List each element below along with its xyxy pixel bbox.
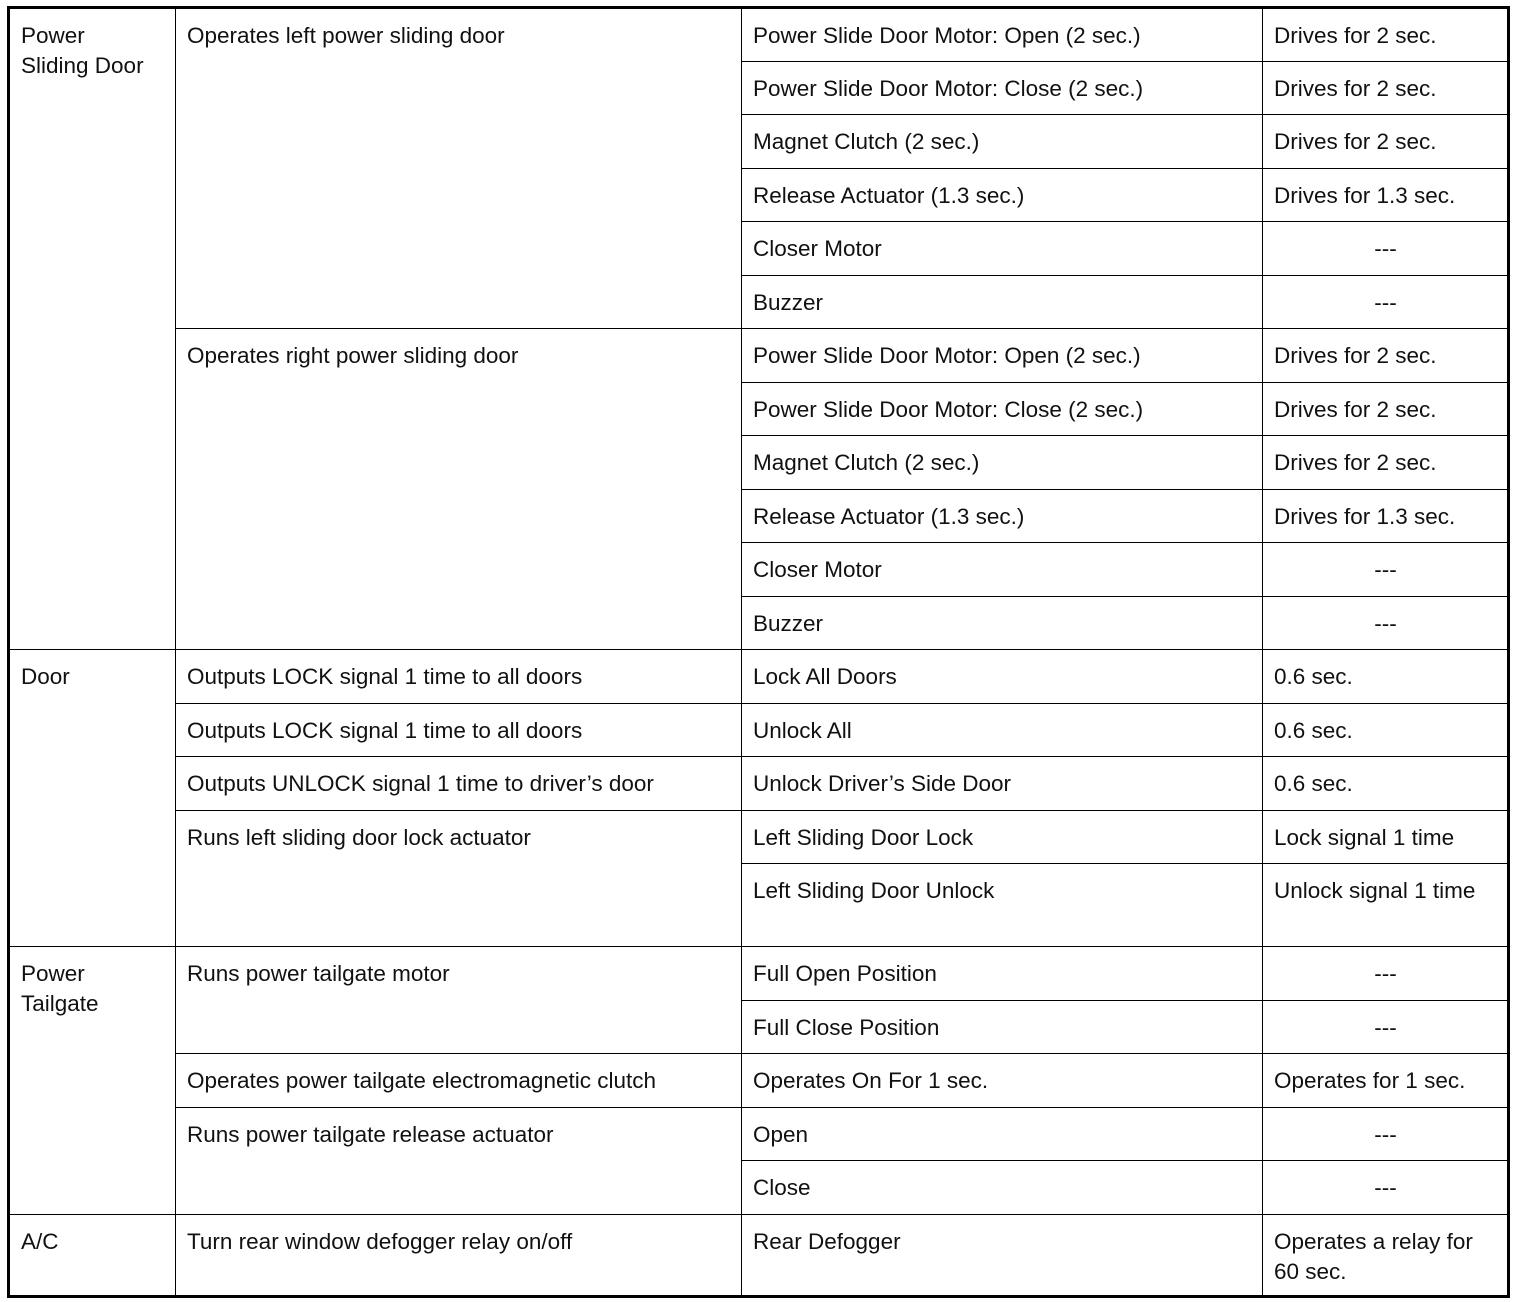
- function-unlock-driver: Outputs UNLOCK signal 1 time to driver’s door: [176, 757, 742, 811]
- test-value: Lock signal 1 time: [1263, 810, 1509, 864]
- test-value: ---: [1263, 1107, 1509, 1161]
- test-item: Left Sliding Door Unlock: [742, 864, 1263, 947]
- test-item: Closer Motor: [742, 543, 1263, 597]
- table-row: [9, 650, 1509, 704]
- test-item: Power Slide Door Motor: Close (2 sec.): [742, 61, 1263, 115]
- test-value: Drives for 2 sec.: [1263, 436, 1509, 490]
- group-door: Door: [9, 650, 176, 947]
- test-value: ---: [1263, 222, 1509, 276]
- table-row: [9, 757, 1509, 811]
- test-item: Full Close Position: [742, 1000, 1263, 1054]
- active-test-table: [7, 6, 1510, 1298]
- function-tailgate-release: Runs power tailgate release actuator: [176, 1107, 742, 1214]
- test-value: Drives for 1.3 sec.: [1263, 489, 1509, 543]
- test-value: ---: [1263, 947, 1509, 1001]
- test-item: Release Actuator (1.3 sec.): [742, 168, 1263, 222]
- test-value: ---: [1263, 596, 1509, 650]
- test-value: 0.6 sec.: [1263, 757, 1509, 811]
- function-defogger: Turn rear window defogger relay on/off: [176, 1214, 742, 1296]
- table-row: [9, 329, 1509, 383]
- function-left-sliding-lock: Runs left sliding door lock actuator: [176, 810, 742, 947]
- test-item: Buzzer: [742, 596, 1263, 650]
- test-item: Magnet Clutch (2 sec.): [742, 115, 1263, 169]
- table-row: [9, 810, 1509, 864]
- group-ac: A/C: [9, 1214, 176, 1296]
- test-item: Operates On For 1 sec.: [742, 1054, 1263, 1108]
- test-item: Closer Motor: [742, 222, 1263, 276]
- function-tailgate-clutch: Operates power tailgate electromagnetic clutch: [176, 1054, 742, 1108]
- test-value: Drives for 2 sec.: [1263, 382, 1509, 436]
- test-item: Power Slide Door Motor: Open (2 sec.): [742, 8, 1263, 62]
- test-value: 0.6 sec.: [1263, 650, 1509, 704]
- table-row: [9, 1054, 1509, 1108]
- table-row: [9, 703, 1509, 757]
- test-item: Lock All Doors: [742, 650, 1263, 704]
- function-right-power-sliding-door: Operates right power sliding door: [176, 329, 742, 650]
- test-item: Buzzer: [742, 275, 1263, 329]
- function-tailgate-motor: Runs power tailgate motor: [176, 947, 742, 1054]
- function-unlock-all: Outputs LOCK signal 1 time to all doors: [176, 703, 742, 757]
- test-item: Power Slide Door Motor: Open (2 sec.): [742, 329, 1263, 383]
- test-item: Power Slide Door Motor: Close (2 sec.): [742, 382, 1263, 436]
- test-item: Close: [742, 1161, 1263, 1215]
- table-row: [9, 8, 1509, 62]
- test-value: Operates a relay for 60 sec.: [1263, 1214, 1509, 1296]
- test-value: Drives for 2 sec.: [1263, 8, 1509, 62]
- test-value: ---: [1263, 275, 1509, 329]
- group-power-tailgate: Power Tailgate: [9, 947, 176, 1215]
- test-value: Operates for 1 sec.: [1263, 1054, 1509, 1108]
- table-row: [9, 1214, 1509, 1296]
- test-item: Rear Defogger: [742, 1214, 1263, 1296]
- test-item: Unlock Driver’s Side Door: [742, 757, 1263, 811]
- test-value: Drives for 2 sec.: [1263, 61, 1509, 115]
- function-lock-all: Outputs LOCK signal 1 time to all doors: [176, 650, 742, 704]
- test-value: ---: [1263, 543, 1509, 597]
- test-item: Open: [742, 1107, 1263, 1161]
- test-value: Drives for 1.3 sec.: [1263, 168, 1509, 222]
- test-value: ---: [1263, 1161, 1509, 1215]
- test-item: Release Actuator (1.3 sec.): [742, 489, 1263, 543]
- test-value: ---: [1263, 1000, 1509, 1054]
- test-value: 0.6 sec.: [1263, 703, 1509, 757]
- test-value: Drives for 2 sec.: [1263, 329, 1509, 383]
- table-row: [9, 947, 1509, 1001]
- test-item: Left Sliding Door Lock: [742, 810, 1263, 864]
- test-item: Unlock All: [742, 703, 1263, 757]
- test-item: Full Open Position: [742, 947, 1263, 1001]
- function-left-power-sliding-door: Operates left power sliding door: [176, 8, 742, 329]
- group-power-sliding-door: Power Sliding Door: [9, 8, 176, 650]
- table-row: [9, 1107, 1509, 1161]
- test-value: Drives for 2 sec.: [1263, 115, 1509, 169]
- test-value: Unlock signal 1 time: [1263, 864, 1509, 947]
- test-item: Magnet Clutch (2 sec.): [742, 436, 1263, 490]
